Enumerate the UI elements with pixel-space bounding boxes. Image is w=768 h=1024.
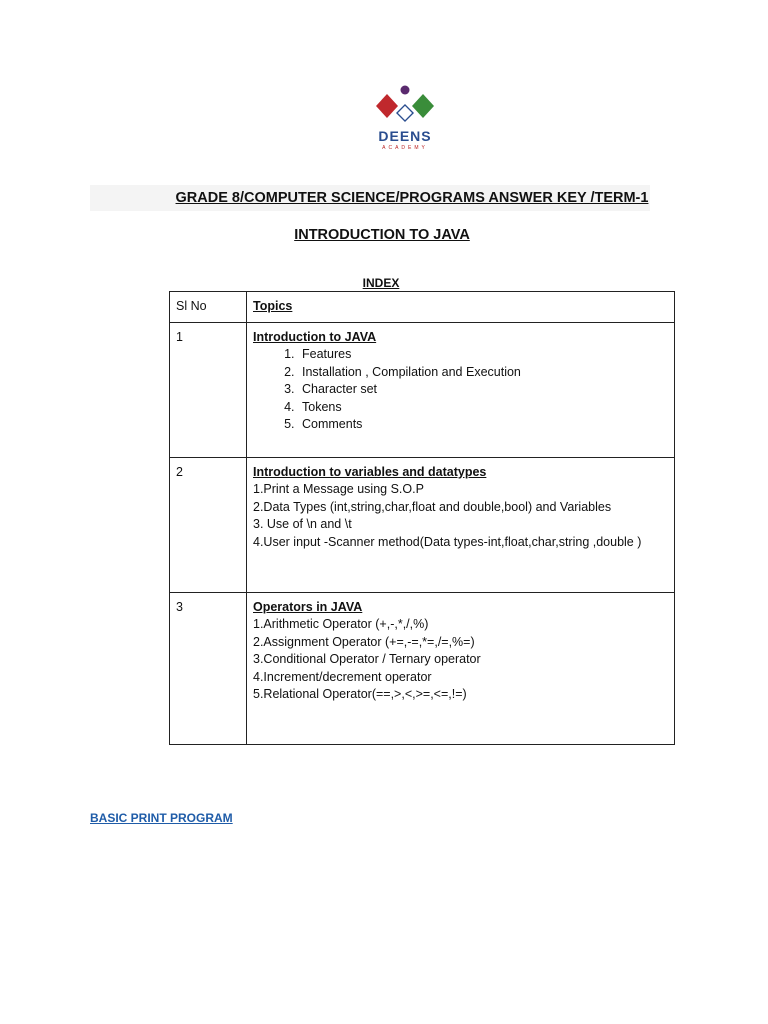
table-row <box>170 593 675 745</box>
topic-line: 5.Relational Operator(==,>,<,>=,<=,!=) <box>253 687 467 702</box>
header-topics: Topics <box>247 292 675 323</box>
row-number: 3 <box>170 593 247 745</box>
logo-subtitle: ACADEMY <box>382 145 428 151</box>
row-topics <box>247 458 675 593</box>
table-header-row <box>170 292 675 323</box>
topic-line: 2.Data Types (int,string,char,float and double,bool) and Variables <box>253 499 612 514</box>
row-number: 1 <box>170 323 247 458</box>
list-item: 2. Installation , Compilation and Execution <box>298 364 668 381</box>
topic-line: 4.Increment/decrement operator <box>253 669 432 684</box>
list-item: 5. Comments <box>298 416 668 433</box>
topic-line: 1.Print a Message using S.O.P <box>253 482 424 497</box>
topic-line: 3. Use of \n and \t <box>253 517 352 532</box>
row-topics <box>247 323 675 458</box>
row-heading: Introduction to JAVA <box>253 330 377 344</box>
row-number: 2 <box>170 458 247 593</box>
topic-line: 2.Assignment Operator (+=,-=,*=,/=,%=) <box>253 634 475 649</box>
index-heading: INDEX <box>362 276 400 290</box>
table-row <box>170 458 675 593</box>
logo-wordmark: DEENS <box>378 128 432 144</box>
list-item: 4. Tokens <box>298 399 668 416</box>
document-title: GRADE 8/COMPUTER SCIENCE/PROGRAMS ANSWER KEY /TERM-1 <box>175 190 649 206</box>
index-table <box>169 291 675 745</box>
topic-line: 3.Conditional Operator / Ternary operator <box>253 652 481 667</box>
row-heading: Operators in JAVA <box>253 600 363 614</box>
header-sl-no: Sl No <box>170 292 247 323</box>
row-topics <box>247 593 675 745</box>
basic-print-program-link[interactable]: BASIC PRINT PROGRAM <box>90 811 233 825</box>
topic-line: 4.User input -Scanner method(Data types-int,float,char,string ,double ) <box>253 534 642 549</box>
table-row <box>170 323 675 458</box>
list-item: 3. Character set <box>298 381 668 398</box>
list-item: 1. Features <box>298 346 668 363</box>
row-heading: Introduction to variables and datatypes <box>253 465 487 479</box>
document-subtitle: INTRODUCTION TO JAVA <box>294 227 470 243</box>
topic-list <box>253 346 668 433</box>
topic-line: 1.Arithmetic Operator (+,-,*,/,%) <box>253 617 429 632</box>
